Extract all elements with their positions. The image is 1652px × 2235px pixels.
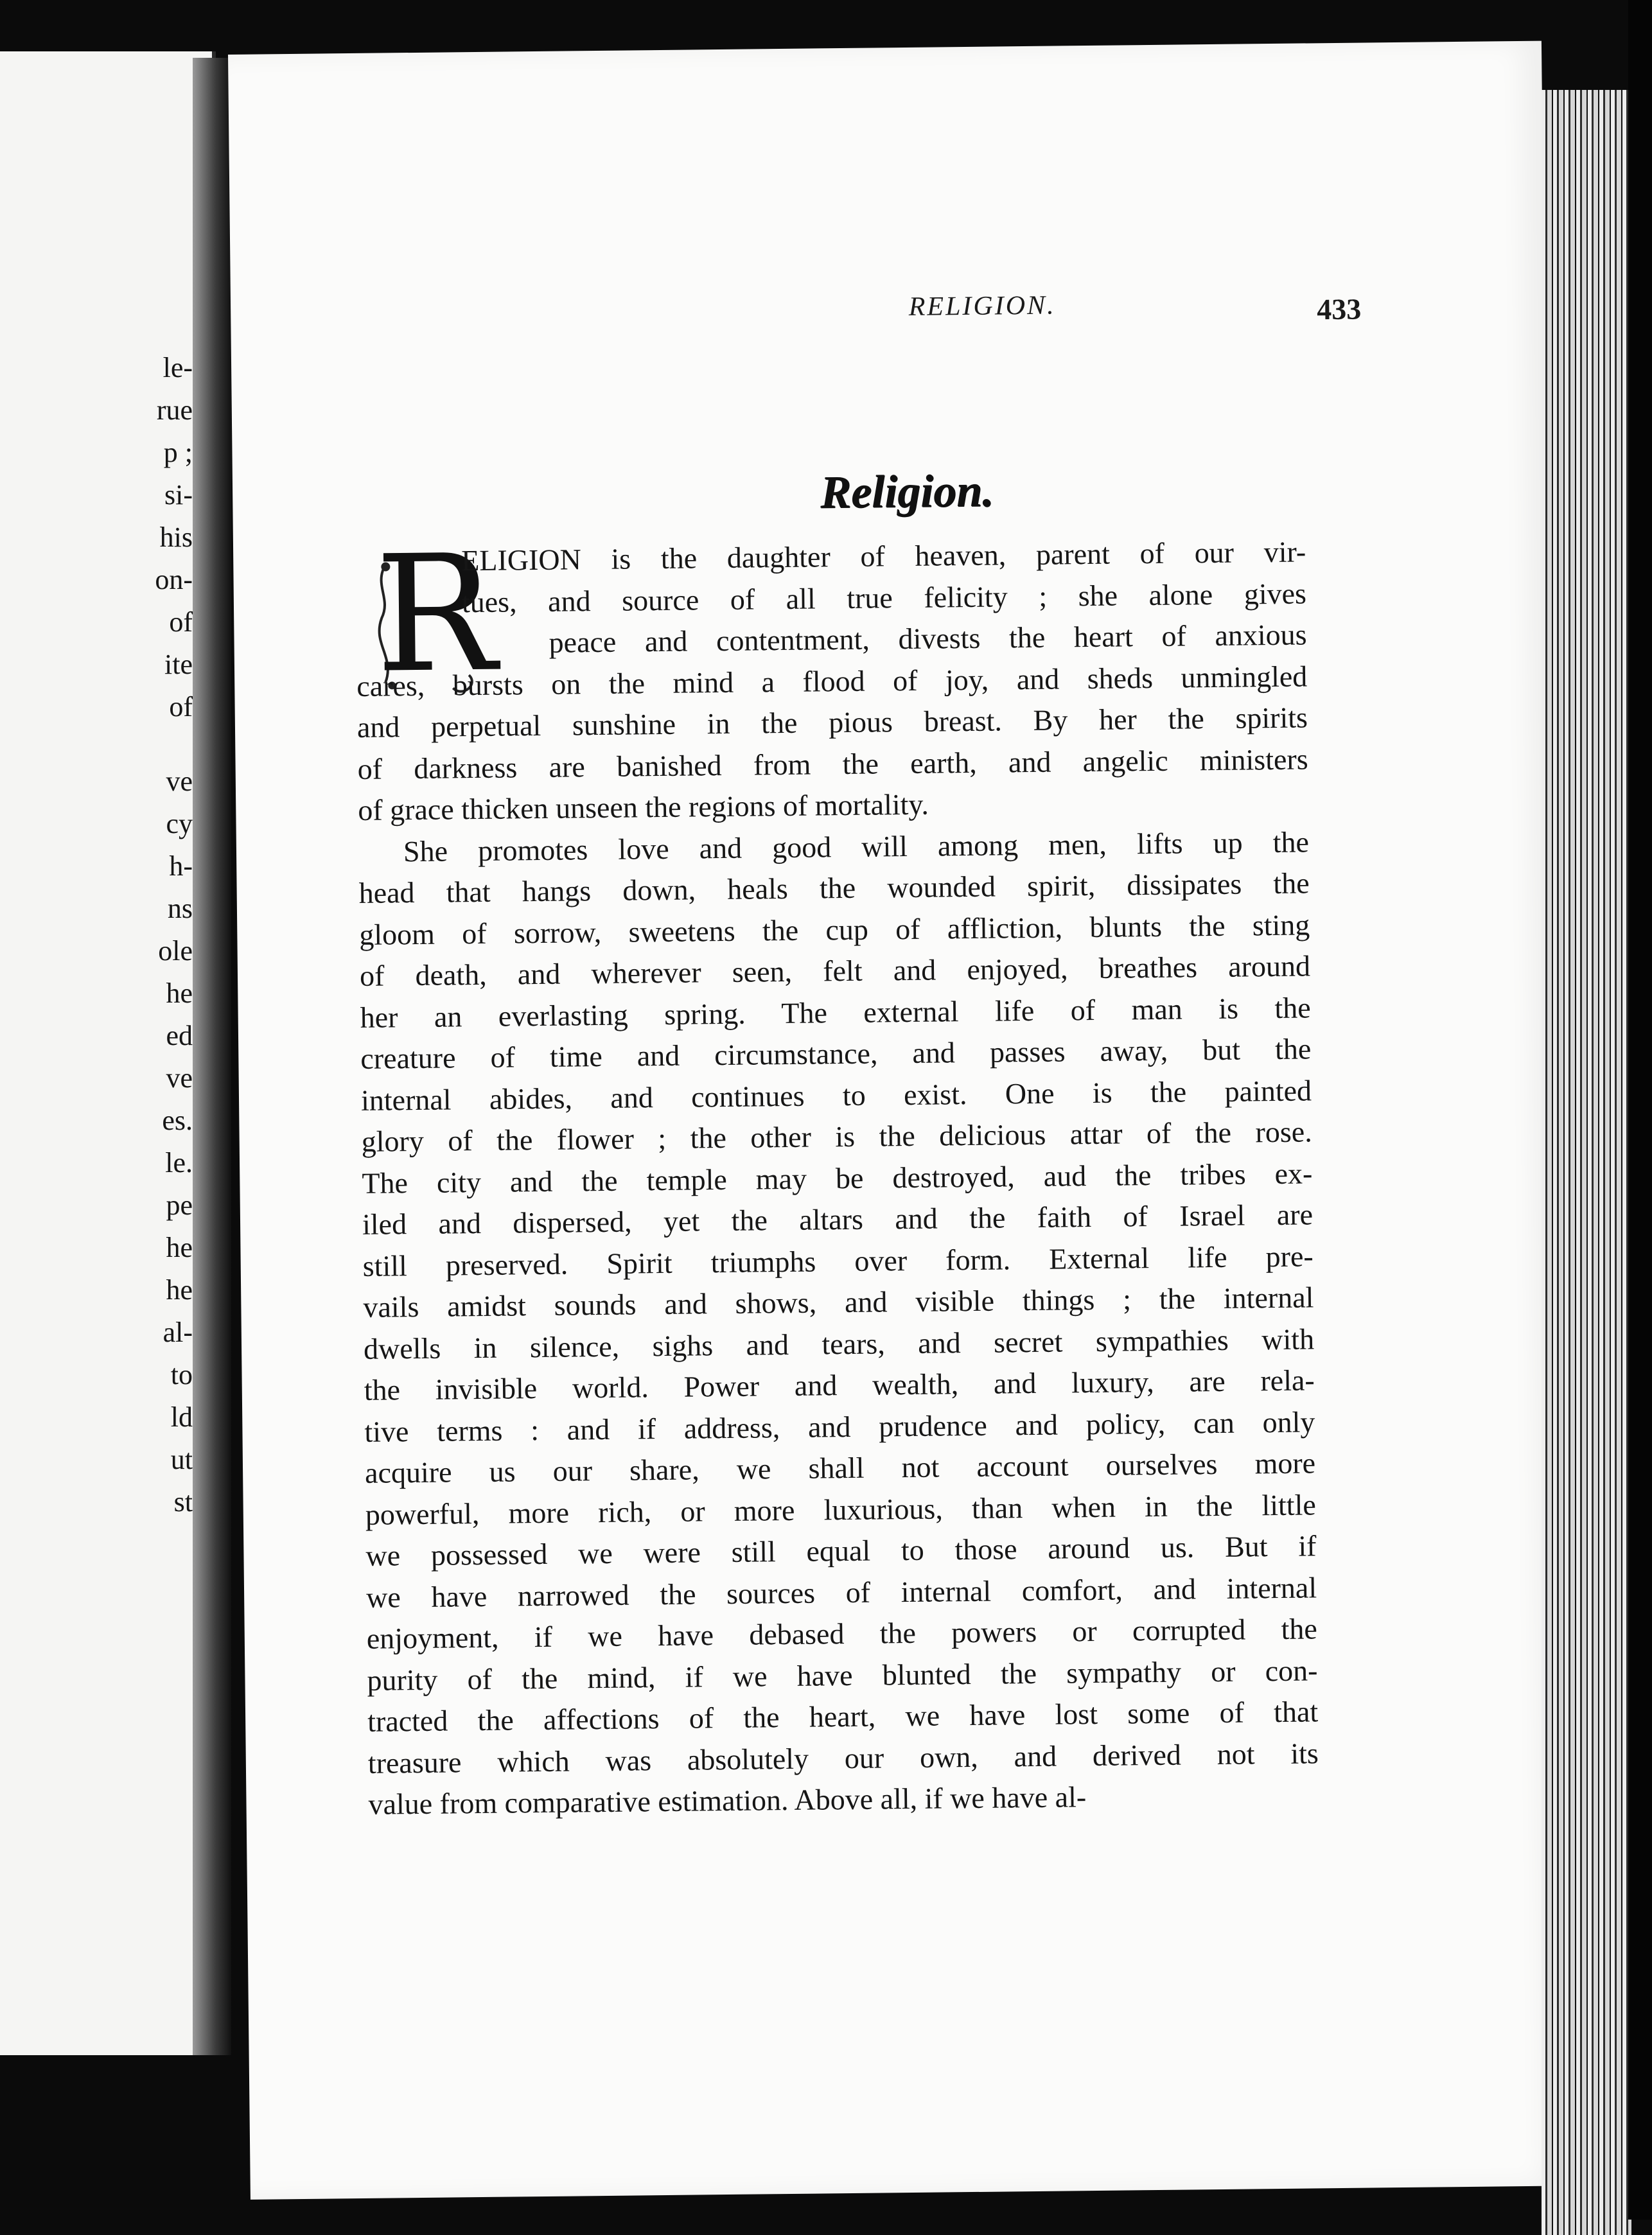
drop-cap: R (374, 520, 497, 708)
text-line: tracted the affections of the heart, we have lost some of that (367, 1695, 1319, 1738)
text-line: creature of time and circumstance, and passes away, but the (360, 1032, 1312, 1075)
book-page (228, 41, 1564, 2200)
text-line: tive terms : and if address, and prudence and policy, can only (364, 1405, 1315, 1448)
text-line: enjoyment, if we have debased the powers or corrupted the (366, 1612, 1318, 1655)
text-line: treasure which was absolutely our own, and derived not its (367, 1736, 1319, 1780)
previous-page-fragment: es. (162, 1105, 193, 1136)
text-line: and perpetual sunshine in the pious breast. By her the spirits (356, 701, 1308, 744)
text-line: head that hangs down, heals the wounded spirit, dissipates the (358, 866, 1310, 909)
text-line: we have narrowed the sources of internal comfort, and internal (365, 1570, 1317, 1614)
body-text (355, 520, 1319, 1825)
text-line: purity of the mind, if we have blunted the sympathy or con- (367, 1653, 1318, 1697)
text-line: She promotes love and good will among men, lifts up the (403, 825, 1310, 868)
previous-page-fragment: he (166, 1232, 193, 1263)
previous-page-fragment: ut (170, 1444, 193, 1475)
previous-page-fragment: ve (166, 766, 193, 797)
text-line: of grace thicken unseen the regions of mortality. (358, 787, 929, 827)
running-head: RELIGION. (908, 290, 1056, 322)
text-line: of death, and wherever seen, felt and enjoyed, breathes around (359, 949, 1311, 992)
previous-page-fragment: si- (164, 479, 193, 511)
text-line: we possessed we were still equal to those around us. But if (365, 1529, 1317, 1572)
previous-page-fragment: to (170, 1359, 193, 1390)
previous-page-fragment: rue (156, 394, 193, 426)
text-line: still preserved. Spirit triumphs over form. External life pre- (362, 1239, 1314, 1283)
text-line: the invisible world. Power and wealth, and luxury, are rela- (364, 1363, 1315, 1407)
text-line: peace and contentment, divests the heart of anxious (549, 618, 1307, 659)
previous-page-fragment: of (169, 606, 193, 638)
text-line: ELIGION is the daughter of heaven, parent of our vir- (461, 535, 1306, 577)
text-line: of darkness are banished from the earth, and angelic ministers (357, 742, 1308, 785)
previous-page-fragment: he (166, 977, 193, 1009)
previous-page-fragment: le. (165, 1147, 193, 1179)
text-line: powerful, more rich, or more luxurious, than when in the little (365, 1487, 1316, 1531)
previous-page-fragment: of (169, 691, 193, 723)
previous-page-fragment: ite (164, 649, 193, 680)
text-line: internal abides, and continues to exist. One is the painted (360, 1073, 1312, 1117)
text-line: glory of the flower ; the other is the delicious attar of the rose. (361, 1115, 1312, 1158)
previous-page-fragment: his (159, 522, 193, 553)
text-line: cares, bursts on the mind a flood of joy, and sheds unmingled (356, 659, 1308, 703)
previous-page-fragment: st (173, 1486, 193, 1518)
text-line: tues, and source of all true felicity ; she alone gives (461, 576, 1307, 618)
text-line: value from comparative estimation. Above all, if we have al- (368, 1780, 1087, 1821)
chapter-title: Religion. (820, 464, 994, 518)
previous-page-fragment: ve (166, 1062, 193, 1094)
previous-page-fragment: pe (166, 1189, 193, 1221)
previous-page-fragment: h- (169, 850, 193, 882)
book-gutter (193, 58, 231, 2055)
page-number: 433 (1316, 292, 1362, 326)
previous-page-fragment: ole (158, 935, 193, 967)
page-edges-shadow (1628, 0, 1652, 2220)
text-line: acquire us our share, we shall not account ourselves more (364, 1446, 1316, 1489)
text-line: iled and dispersed, yet the altars and the faith of Israel are (362, 1198, 1314, 1241)
text-line: gloom of sorrow, sweetens the cup of affliction, blunts the sting (359, 907, 1310, 951)
previous-page-fragment: al- (163, 1317, 193, 1348)
previous-page-fragment: he (166, 1274, 193, 1306)
previous-page-fragment: ld (170, 1401, 193, 1433)
text-line: vails amidst sounds and shows, and visible things ; the internal (363, 1281, 1314, 1324)
text-line: her an everlasting spring. The external life of man is the (360, 990, 1311, 1034)
previous-page-fragment: ed (166, 1020, 193, 1051)
page-edges (1542, 90, 1631, 2235)
previous-page-fragment: cy (166, 808, 193, 839)
previous-page-fragment: ns (167, 893, 193, 924)
previous-page-fragment: on- (155, 564, 193, 595)
previous-page-fragment: p ; (163, 437, 193, 468)
text-line: dwells in silence, sighs and tears, and secret sympathies with (363, 1322, 1315, 1365)
previous-page-fragment: le- (163, 352, 193, 383)
text-line: The city and the temple may be destroyed, aud the tribes ex- (362, 1156, 1313, 1200)
